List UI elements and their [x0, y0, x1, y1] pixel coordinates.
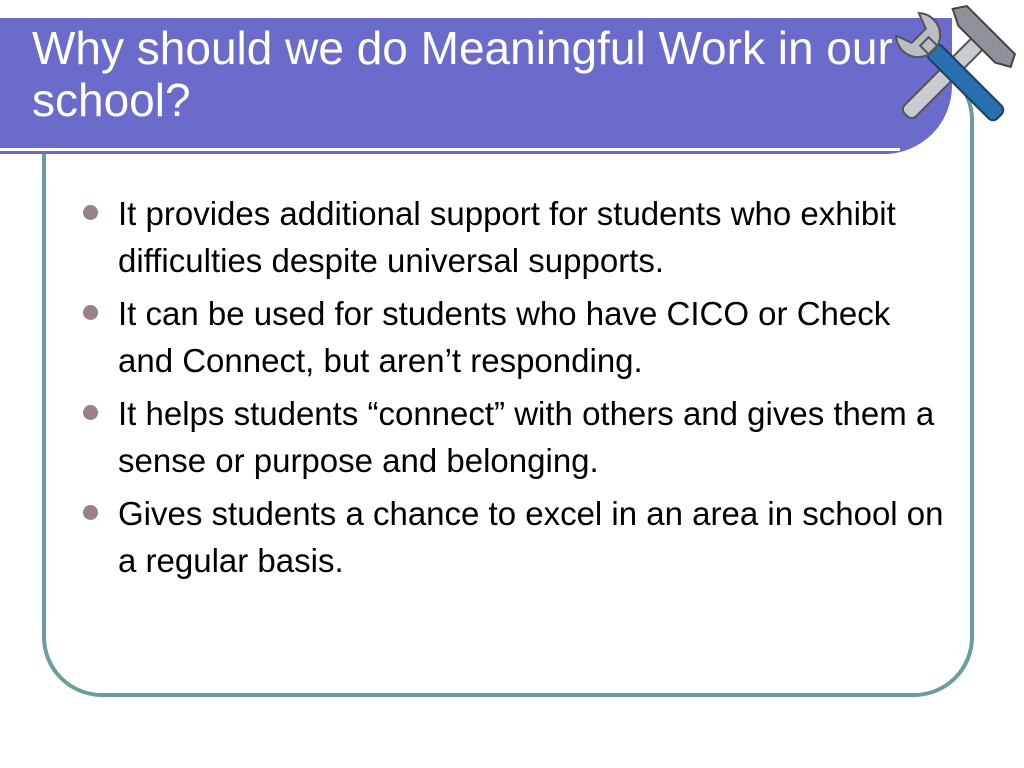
title-underline [0, 148, 900, 151]
bullet-list [80, 190, 950, 590]
bullet-text: It helps students “connect” with others and gives them a sense or purpose and belonging. [118, 395, 935, 479]
list-item [80, 390, 950, 484]
bullet-icon [83, 505, 98, 520]
slide-title: Why should we do Meaningful Work in our school? [32, 22, 893, 126]
bullet-text: It can be used for students who have CICO or Check and Connect, but aren’t responding. [118, 295, 891, 379]
bullet-icon [83, 305, 98, 320]
bullet-icon [83, 405, 98, 420]
bullet-text: Gives students a chance to excel in an area in school on a regular basis. [118, 495, 944, 579]
tools-icon [880, 0, 1024, 138]
bullet-icon [83, 205, 98, 220]
list-item [80, 490, 950, 584]
list-item [80, 290, 950, 384]
list-item [80, 190, 950, 284]
bullet-text: It provides additional support for students who exhibit difficulties despite universal supports. [118, 195, 896, 279]
